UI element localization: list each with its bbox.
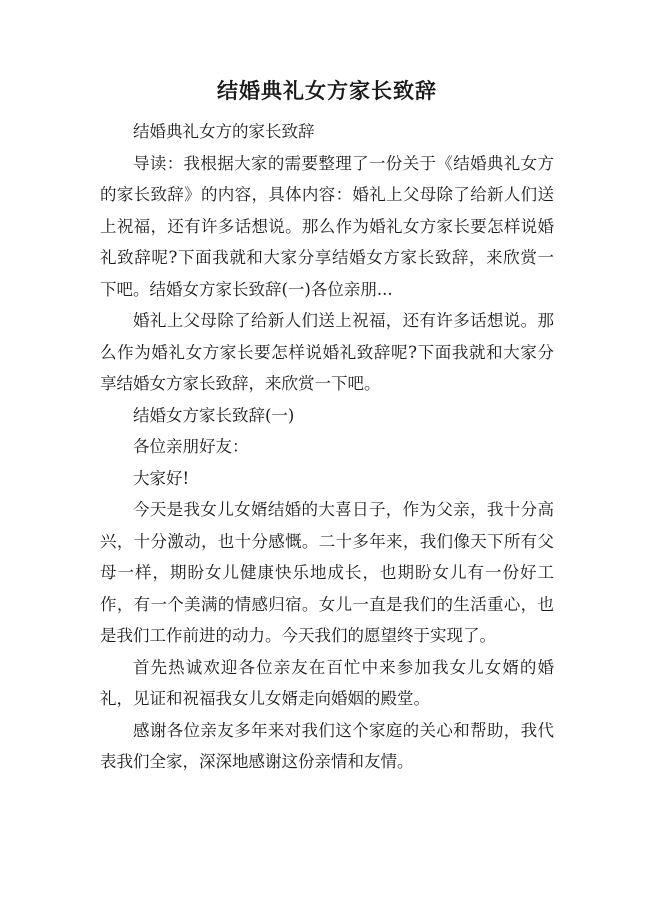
body-paragraph-3: 感谢各位亲友多年来对我们这个家庭的关心和帮助，我代表我们全家，深深地感谢这份亲情和友情。 [100,720,554,771]
subtitle-paragraph: 结婚典礼女方的家长致辞 [133,122,315,141]
section-heading: 结婚女方家长致辞(一) [133,405,295,425]
salutation-paragraph: 各位亲朋好友： [133,437,249,456]
document-title: 结婚典礼女方家长致辞 [217,79,437,103]
intro-paragraph: 导读：我根据大家的需要整理了一份关于《结婚典礼女方的家长致辞》的内容，具体内容：婚礼上父母除了给新人们送上祝福，还有许多话想说。那么作为婚礼女方家长要怎样说婚礼致辞呢?下面我就和大家分享结婚女方家长致辞，来欣赏一下吧。结婚女方家长致辞(一)各位亲朋... [100,153,554,299]
body-paragraph-2: 首先热诚欢迎各位亲友在百忙中来参加我女儿女婿的婚礼，见证和祝福我女儿女婿走向婚姻的殿堂。 [100,657,554,708]
body-paragraph-1: 今天是我女儿女婿结婚的大喜日子，作为父亲，我十分高兴，十分激动，也十分感慨。二十多年来，我们像天下所有父母一样，期盼女儿健康快乐地成长，也期盼女儿有一份好工作，有一个美满的情感归宿。女儿一直是我们的生活重心，也是我们工作前进的动力。今天我们的愿望终于实现了。 [100,500,554,645]
greeting-paragraph: 大家好! [133,468,190,488]
summary-paragraph: 婚礼上父母除了给新人们送上祝福，还有许多话想说。那么作为婚礼女方家长要怎样说婚礼致辞呢?下面我就和大家分享结婚女方家长致辞，来欣赏一下吧。 [100,311,554,393]
